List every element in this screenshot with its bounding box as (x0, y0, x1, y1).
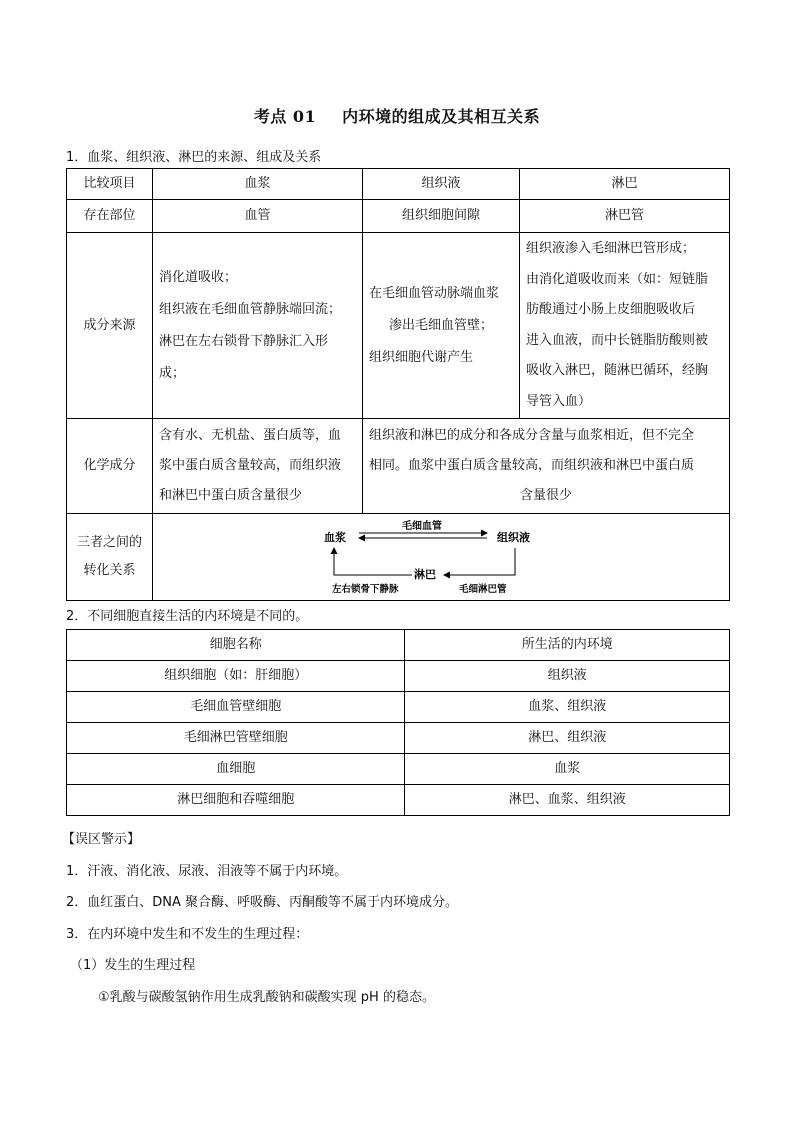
table-cell: 组织细胞间隙 (363, 200, 520, 233)
text-line: 组织细胞代谢产生 (369, 349, 474, 365)
table-cell: 毛细淋巴管壁细胞 (67, 723, 405, 754)
relation-diagram-cell (153, 514, 730, 601)
topic-title: 内环境的组成及其相互关系 (342, 107, 541, 126)
table-row (67, 692, 730, 723)
table-cell-lymph-source (520, 233, 730, 419)
text-line: 由消化道吸收而来（如：短链脂 (526, 271, 709, 287)
arrow-lymph-to-plasma (334, 548, 412, 575)
table-cell: 血细胞 (67, 754, 405, 785)
warning-item: 3．在内环境中发生和不发生的生理过程： (66, 927, 309, 942)
diagram-capillary: 毛细血管 (402, 521, 443, 532)
warning-heading: 【误区警示】 (62, 832, 141, 847)
table-row (67, 200, 730, 233)
warning-item: 2．血红蛋白、DNA 聚合酶、呼吸酶、丙酮酸等不属于内环境成分。 (66, 895, 459, 910)
topic-number: 考点 01 (253, 107, 317, 126)
table-cell: 毛细血管壁细胞 (67, 692, 405, 723)
table-cell-plasma-chem (153, 419, 363, 514)
text-line: 渗出毛细血管壁； (389, 317, 494, 333)
header-cell: 比较项目 (67, 169, 153, 200)
header-cell: 血浆 (153, 169, 363, 200)
table-cell-tissue-source (363, 233, 520, 419)
warning-item: 1．汗液、消化液、尿液、泪液等不属于内环境。 (66, 864, 348, 879)
table-header-row (67, 169, 730, 200)
section-heading-1: 1．血浆、组织液、淋巴的来源、组成及关系 (66, 150, 322, 165)
table-cell-others-chem (363, 419, 730, 514)
comparison-table (66, 168, 730, 601)
text-line: 进入血液，而中长链脂肪酸则被 (526, 332, 709, 348)
table-row (67, 419, 730, 514)
table-cell: 淋巴管 (520, 200, 730, 233)
header-cell: 细胞名称 (67, 630, 405, 661)
table-cell: 淋巴细胞和吞噬细胞 (67, 785, 405, 816)
relation-diagram (154, 514, 728, 596)
diagram-right-label: 毛细淋巴管 (459, 584, 507, 595)
text-line: 浆中蛋白质含量较高，而组织液 (159, 458, 342, 473)
page-title (0, 104, 794, 127)
text-line: 淋巴在左右锁骨下静脉汇入形 (159, 333, 329, 349)
table-cell: 血浆 (405, 754, 730, 785)
warning-subheading: （1）发生的生理过程 (70, 958, 196, 973)
header-cell: 淋巴 (520, 169, 730, 200)
text-line: 三者之间的 (77, 535, 143, 550)
diagram-tissue-fluid: 组织液 (497, 531, 531, 544)
table-row (67, 233, 730, 419)
text-line: 消化道吸收； (159, 269, 238, 285)
text-line: 相同。血浆中蛋白质含量较高，而组织液和淋巴中蛋白质 (369, 458, 695, 473)
text-line: 成； (159, 365, 186, 381)
diagram-left-label: 左右锁骨下静脉 (332, 584, 399, 595)
table-row (67, 514, 730, 601)
text-line: 在毛细血管动脉端血浆 (369, 285, 500, 301)
warning-subitem: ①乳酸与碳酸氢钠作用生成乳酸钠和碳酸实现 pH 的稳态。 (98, 990, 435, 1005)
diagram-plasma: 血浆 (324, 531, 347, 544)
arrow-tissue-to-lymph (444, 548, 515, 575)
table-cell: 淋巴、组织液 (405, 723, 730, 754)
table-cell: 血浆、组织液 (405, 692, 730, 723)
text-line: 组织液在毛细血管静脉端回流； (159, 301, 342, 317)
row-label: 成分来源 (67, 233, 153, 419)
text-line: 导管入血） (526, 393, 592, 409)
text-line: 含量很少 (520, 488, 573, 503)
header-cell: 所生活的内环境 (405, 630, 730, 661)
diagram-lymph: 淋巴 (414, 568, 437, 581)
text-line: 转化关系 (83, 563, 136, 578)
section-heading-2: 2．不同细胞直接生活的内环境是不同的。 (66, 609, 309, 624)
text-line: 吸收入淋巴，随淋巴循环，经胸 (526, 363, 709, 378)
text-line: 组织液和淋巴的成分和各成分含量与血浆相近，但不完全 (369, 428, 695, 443)
text-line: 组织液渗入毛细淋巴管形成； (526, 241, 696, 256)
table-header-row (67, 630, 730, 661)
row-label: 存在部位 (67, 200, 153, 233)
table-row (67, 754, 730, 785)
row-label: 化学成分 (67, 419, 153, 514)
text-line: 含有水、无机盐、蛋白质等，血 (159, 428, 342, 443)
text-line: 和淋巴中蛋白质含量很少 (159, 488, 303, 503)
table-row (67, 661, 730, 692)
table-cell: 淋巴、血浆、组织液 (405, 785, 730, 816)
row-label (67, 514, 153, 601)
table-cell-plasma-source (153, 233, 363, 419)
table-row (67, 785, 730, 816)
table-cell: 血管 (153, 200, 363, 233)
table-row (67, 723, 730, 754)
table-cell: 组织液 (405, 661, 730, 692)
table-cell: 组织细胞（如：肝细胞） (67, 661, 405, 692)
header-cell: 组织液 (363, 169, 520, 200)
cell-environment-table (66, 629, 730, 816)
text-line: 肪酸通过小肠上皮细胞吸收后 (526, 302, 696, 317)
